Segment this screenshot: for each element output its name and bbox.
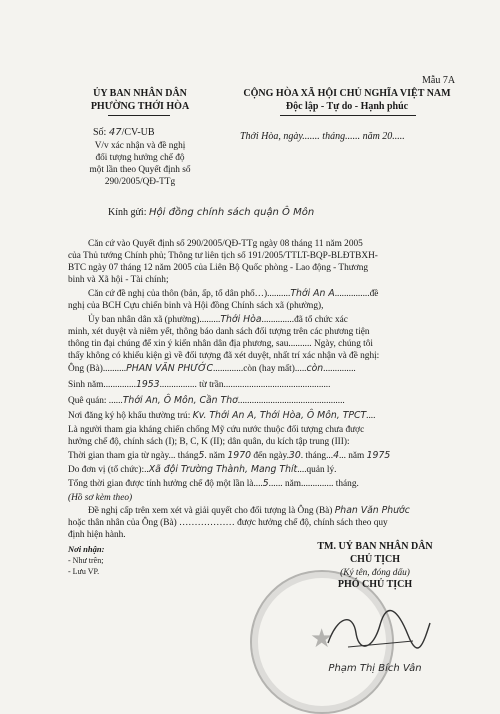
field-hometown-value: Thới An, Ô Môn, Cần Thơ	[122, 395, 238, 406]
field-death-label: từ trần	[199, 380, 224, 390]
field-period-to-year: 1975	[366, 450, 391, 461]
field-period-from-year: 1970	[227, 450, 252, 461]
motto-underline	[280, 115, 416, 116]
signature-role: CHỦ TỊCH	[349, 554, 401, 565]
body-p3-line-1: Ủy ban nhân dân xã (phường).........Thới Hòa..............đã tổ chức xác	[88, 314, 348, 325]
signature-note: (Ký tên, đóng dấu)	[340, 568, 410, 578]
recipient	[108, 206, 314, 219]
body-p1-line-1: Căn cứ vào Quyết định số 290/2005/QĐ-TTg ngày 08 tháng 11 năm 2005	[88, 239, 363, 249]
body-p3-line-4: thấy không có khiếu kiện gì về đối tượng đã xét duyệt, nhất trí xác nhận và đề nghị:	[68, 351, 380, 361]
request-line-1-text: Đề nghị cấp trên xem xét và giải quyết cho đối tượng là Ông (Bà)	[88, 506, 333, 516]
body-p3-line-2: minh, xét duyệt và niêm yết, thông báo danh sách đối tượng trên các phương tiện	[68, 327, 370, 337]
field-alive-label: còn (hay mất)	[243, 364, 295, 374]
field-period-to-month: 4	[333, 450, 339, 461]
body-p3-value: Thới Hòa	[220, 314, 262, 325]
body-p1-line-4: binh và Xã hội - Tài chính;	[68, 275, 169, 285]
doc-number	[93, 126, 155, 139]
body-p2-end: đề	[369, 289, 379, 299]
body-p2-value: Thới An A	[290, 288, 335, 299]
field-period-from-month: 5	[198, 450, 205, 461]
field-period-label: Thời gian tham gia từ ngày... tháng	[68, 451, 199, 461]
request-line-1	[88, 505, 410, 517]
field-period-to-month-label: tháng	[305, 451, 327, 461]
body-p2-start: Căn cứ đề nghị của thôn (bản, ấp, tổ dân phố…)	[88, 289, 268, 299]
recipient-value: Hội đồng chính sách quận Ô Môn	[148, 207, 315, 218]
recipient-label: Kính gửi:	[108, 207, 147, 218]
subject-line-2: đối tượng hưởng chế độ	[95, 153, 185, 163]
field-unit: Do đơn vị (tổ chức):..Xã đội Trường Thành, Mang Thít....quản lý.	[68, 464, 337, 475]
field-residence-value: Kv. Thới An A, Thới Hòa, Ô Môn, TPCT	[192, 410, 367, 421]
field-period-from-year-label: năm	[209, 451, 226, 461]
signature-deputy: PHÓ CHỦ TỊCH	[337, 579, 413, 590]
field-resistance-line-1: Là người tham gia kháng chiến chống Mỹ cứu nước thuộc đối tượng chưa được	[68, 425, 365, 435]
handwritten-signature-icon	[318, 605, 438, 655]
field-hometown: Quê quán: ......Thới An, Ô Môn, Cần Thơ..............................................	[68, 395, 345, 406]
body-p1-line-3: BTC ngày 07 tháng 12 năm 2005 của Liên Bộ Quốc phòng - Lao động - Thương	[68, 263, 369, 273]
field-unit-end: quản lý.	[306, 465, 337, 475]
request-line-2: hoặc thân nhân của Ông (Bà) ……………… được hưởng chế độ, chính sách theo quy	[68, 518, 388, 528]
field-alive-value: còn	[306, 363, 324, 374]
distribution-item: - Như trên;	[68, 556, 104, 565]
body-p3-line-3: thông tin đại chúng để xin ý kiến nhân dân địa phương, sau.......... Ngày, chúng tôi	[68, 339, 373, 349]
official-seal-icon: ★	[250, 570, 394, 714]
body-p2-line-1: Căn cứ đề nghị của thôn (bản, ấp, tổ dân phố…)..........Thới An A...............đề	[88, 288, 379, 299]
field-hometown-label: Quê quán:	[68, 396, 107, 406]
distribution-item: - Lưu VP.	[68, 567, 100, 576]
field-total-value: 5	[262, 478, 269, 489]
subject-line-4: 290/2005/QĐ-TTg	[104, 177, 176, 187]
subject-line-3: một lần theo Quyết định số	[89, 165, 191, 175]
field-name-label: Ông (Bà)	[68, 364, 103, 374]
doc-number-prefix: Số:	[93, 127, 107, 138]
field-period-to-day: 30	[288, 450, 301, 461]
field-birth-label: Sinh năm	[68, 380, 104, 390]
field-period: Thời gian tham gia từ ngày... tháng5. năm 1970 đến ngày.30. tháng...4... năm 1975	[68, 450, 391, 461]
form-code: Mẫu 7A	[422, 75, 456, 86]
attached-note: (Hồ sơ kèm theo)	[68, 493, 133, 503]
agency-line-1: ỦY BAN NHÂN DÂN	[93, 88, 187, 99]
field-residence: Nơi đăng ký hộ khẩu thường trú: Kv. Thới An A, Thới Hòa, Ô Môn, TPCT....	[68, 410, 376, 421]
field-name: Ông (Bà)..........PHAN VĂN PHƯỚC.............còn (hay mất).....còn..............	[68, 363, 356, 374]
field-unit-label: Do đơn vị (tổ chức):	[68, 465, 145, 475]
field-total-label: Tổng thời gian được tính hưởng chế độ một lần là	[68, 479, 254, 489]
agency-underline	[108, 115, 170, 116]
doc-number-value: 47	[108, 127, 122, 138]
field-name-value: PHAN VĂN PHƯỚC	[126, 363, 213, 374]
field-period-to-day-label: đến ngày	[253, 451, 287, 461]
subject-line-1: V/v xác nhận và đề nghị	[94, 141, 186, 151]
field-residence-label: Nơi đăng ký hộ khẩu thường trú:	[68, 411, 191, 421]
field-total-end: năm.............. tháng.	[284, 479, 359, 489]
signature-org: TM. UỶ BAN NHÂN DÂN	[317, 541, 433, 552]
field-birth-value: 1953	[135, 379, 160, 390]
body-p3-start: Ủy ban nhân dân xã (phường)	[88, 315, 200, 325]
signer-name: Phạm Thị Bích Vân	[328, 663, 422, 674]
request-value: Phan Văn Phước	[334, 505, 410, 516]
request-line-3: định hiện hành.	[68, 530, 126, 540]
field-birth: Sinh năm..............1953................ từ trần..............................................	[68, 379, 331, 390]
field-total: Tổng thời gian được tính hưởng chế độ một lần là....5...... năm.............. tháng.	[68, 478, 359, 489]
field-resistance-line-2: hưởng chế độ, chính sách (I); B, C, K (II); dân quân, du kích tập trung (III):	[68, 437, 350, 447]
field-unit-value: Xã đội Trường Thành, Mang Thít	[148, 464, 298, 475]
body-p2-line-2: nghị của BCH Cựu chiến binh và Hội đồng Chính sách xã (phường),	[68, 301, 324, 311]
body-p3-end: đã tổ chức xác	[294, 315, 348, 325]
distribution-label: Nơi nhận:	[68, 544, 105, 554]
doc-number-suffix: /CV-UB	[121, 127, 155, 138]
agency-line-2: PHƯỜNG THỚI HÒA	[90, 101, 190, 112]
nation-title: CỘNG HÒA XÃ HỘI CHỦ NGHĨA VIỆT NAM	[243, 88, 451, 99]
nation-motto: Độc lập - Tự do - Hạnh phúc	[285, 101, 409, 112]
body-p1-line-2: của Thủ tướng Chính phủ; Thông tư liên tịch số 191/2005/TTLT-BQP-BLĐTBXH-	[68, 251, 378, 261]
place-date: Thới Hòa, ngày....... tháng...... năm 20.....	[240, 131, 405, 142]
field-period-to-year-label: năm	[348, 451, 365, 461]
